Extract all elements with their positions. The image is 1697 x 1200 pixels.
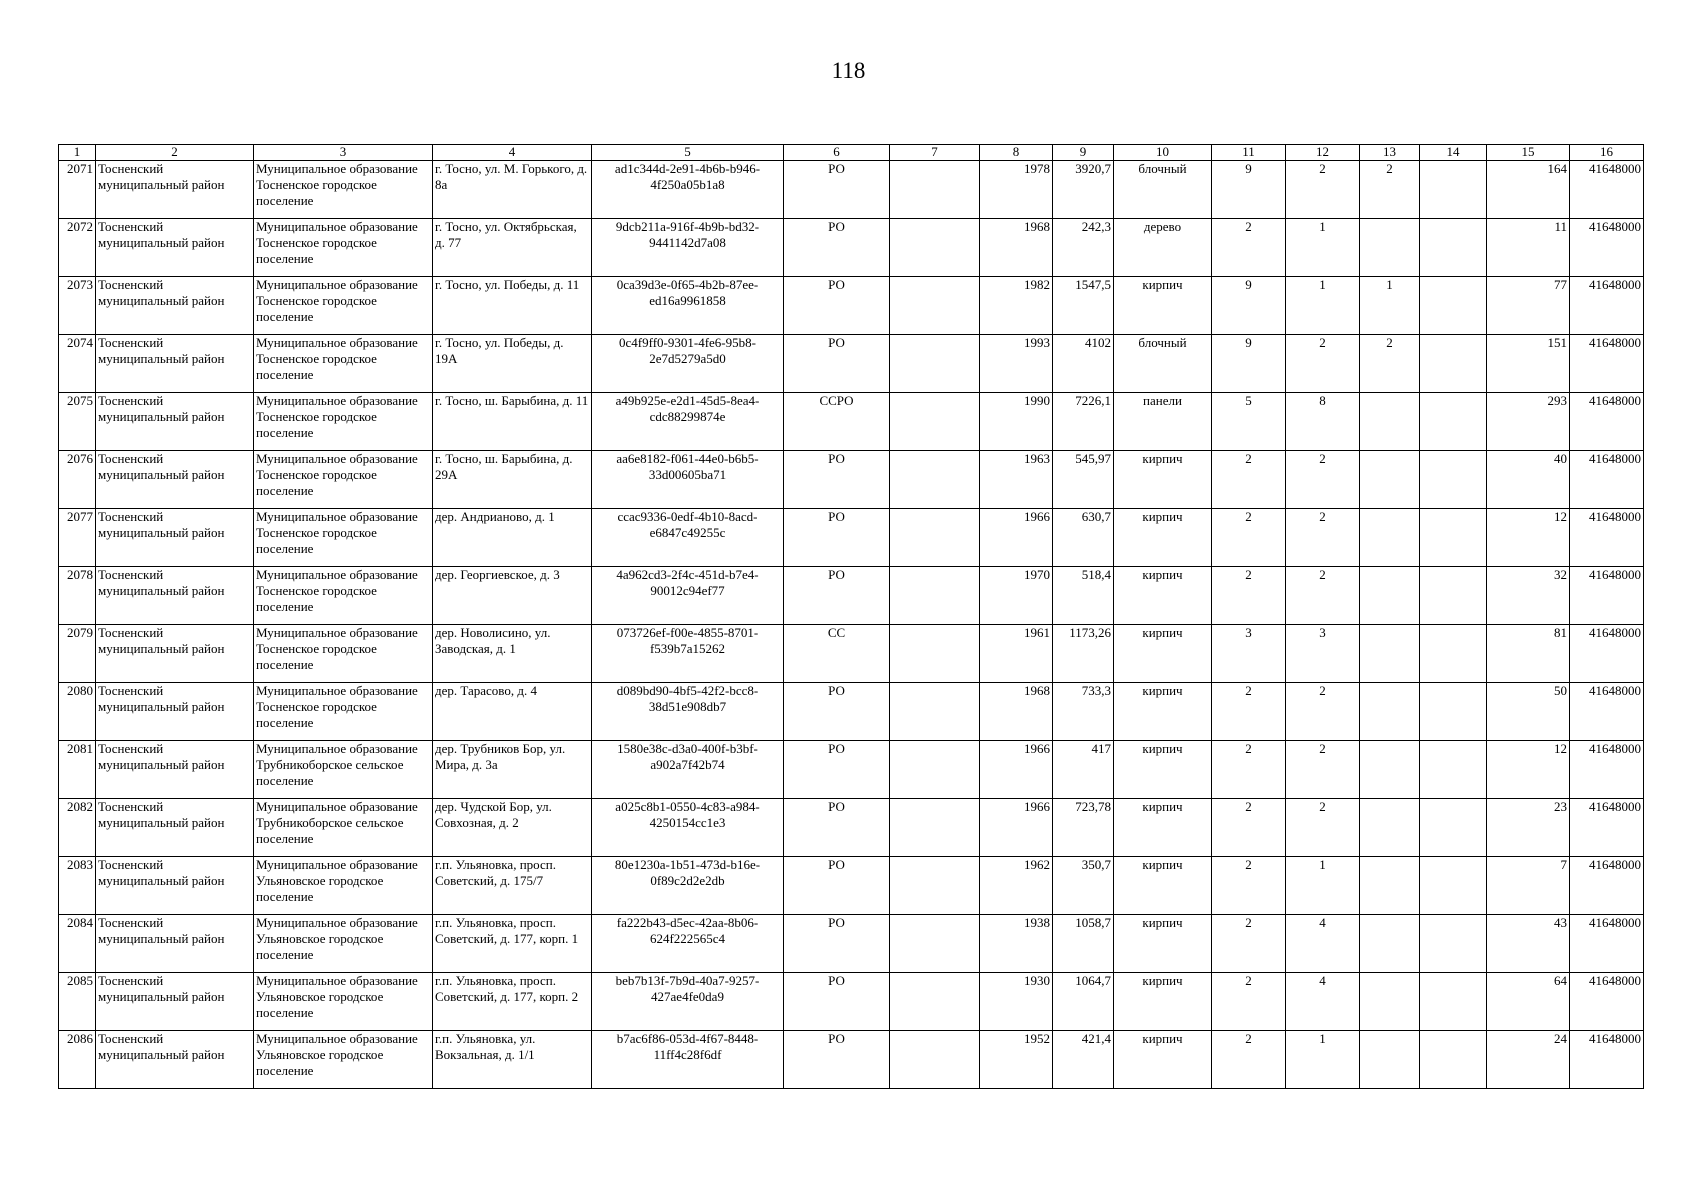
table-body xyxy=(59,161,1644,1089)
cell-col-10: кирпич xyxy=(1114,741,1212,799)
cell-col-3: Муниципальное образование Трубникоборское сельское поселение xyxy=(254,799,433,857)
cell-col-13 xyxy=(1360,857,1420,915)
table-row xyxy=(59,741,1644,799)
cell-col-8: 1982 xyxy=(980,277,1053,335)
cell-col-7 xyxy=(890,625,980,683)
cell-col-10: кирпич xyxy=(1114,799,1212,857)
cell-col-16: 41648000 xyxy=(1570,857,1644,915)
cell-col-14 xyxy=(1420,741,1487,799)
cell-col-11: 2 xyxy=(1212,857,1286,915)
cell-col-12: 2 xyxy=(1286,683,1360,741)
cell-col-4: дер. Георгиевское, д. 3 xyxy=(433,567,592,625)
cell-col-4: г.п. Ульяновка, просп. Советский, д. 177, корп. 1 xyxy=(433,915,592,973)
cell-col-2: Тосненский муниципальный район xyxy=(96,335,254,393)
cell-col-8: 1966 xyxy=(980,509,1053,567)
cell-col-9: 733,3 xyxy=(1053,683,1114,741)
cell-col-9: 518,4 xyxy=(1053,567,1114,625)
cell-col-6: РО xyxy=(784,219,890,277)
cell-col-15: 50 xyxy=(1487,683,1570,741)
cell-col-2: Тосненский муниципальный район xyxy=(96,915,254,973)
cell-col-10: блочный xyxy=(1114,335,1212,393)
cell-col-5: ad1c344d-2e91-4b6b-b946-4f250a05b1a8 xyxy=(592,161,784,219)
cell-col-3: Муниципальное образование Тосненское городское поселение xyxy=(254,683,433,741)
cell-col-6: РО xyxy=(784,973,890,1031)
cell-col-13 xyxy=(1360,567,1420,625)
cell-col-12: 1 xyxy=(1286,277,1360,335)
cell-col-11: 5 xyxy=(1212,393,1286,451)
cell-col-7 xyxy=(890,161,980,219)
cell-col-14 xyxy=(1420,915,1487,973)
cell-col-13 xyxy=(1360,915,1420,973)
cell-col-11: 3 xyxy=(1212,625,1286,683)
cell-col-9: 1173,26 xyxy=(1053,625,1114,683)
cell-col-4: г.п. Ульяновка, ул. Вокзальная, д. 1/1 xyxy=(433,1031,592,1089)
cell-col-2: Тосненский муниципальный район xyxy=(96,857,254,915)
column-header-9: 9 xyxy=(1053,145,1114,161)
cell-col-10: кирпич xyxy=(1114,683,1212,741)
column-header-14: 14 xyxy=(1420,145,1487,161)
cell-col-1: 2076 xyxy=(59,451,96,509)
column-header-12: 12 xyxy=(1286,145,1360,161)
cell-col-13: 1 xyxy=(1360,277,1420,335)
column-number-row xyxy=(59,145,1644,161)
table-row xyxy=(59,161,1644,219)
column-header-5: 5 xyxy=(592,145,784,161)
cell-col-4: г.п. Ульяновка, просп. Советский, д. 177, корп. 2 xyxy=(433,973,592,1031)
cell-col-6: СС xyxy=(784,625,890,683)
cell-col-12: 2 xyxy=(1286,335,1360,393)
cell-col-9: 3920,7 xyxy=(1053,161,1114,219)
cell-col-16: 41648000 xyxy=(1570,973,1644,1031)
cell-col-1: 2079 xyxy=(59,625,96,683)
cell-col-14 xyxy=(1420,219,1487,277)
table-row xyxy=(59,683,1644,741)
table-row xyxy=(59,625,1644,683)
cell-col-3: Муниципальное образование Тосненское городское поселение xyxy=(254,625,433,683)
cell-col-10: кирпич xyxy=(1114,915,1212,973)
cell-col-7 xyxy=(890,567,980,625)
cell-col-4: г. Тосно, ш. Барыбина, д. 11 xyxy=(433,393,592,451)
column-header-10: 10 xyxy=(1114,145,1212,161)
table-row xyxy=(59,393,1644,451)
cell-col-4: г. Тосно, ул. Октябрьская, д. 77 xyxy=(433,219,592,277)
cell-col-12: 3 xyxy=(1286,625,1360,683)
cell-col-11: 2 xyxy=(1212,799,1286,857)
table-row xyxy=(59,973,1644,1031)
cell-col-7 xyxy=(890,219,980,277)
cell-col-9: 1058,7 xyxy=(1053,915,1114,973)
cell-col-5: fa222b43-d5ec-42aa-8b06-624f222565c4 xyxy=(592,915,784,973)
cell-col-13 xyxy=(1360,973,1420,1031)
cell-col-12: 1 xyxy=(1286,857,1360,915)
cell-col-15: 81 xyxy=(1487,625,1570,683)
cell-col-11: 2 xyxy=(1212,219,1286,277)
cell-col-11: 2 xyxy=(1212,451,1286,509)
cell-col-2: Тосненский муниципальный район xyxy=(96,625,254,683)
cell-col-2: Тосненский муниципальный район xyxy=(96,393,254,451)
cell-col-15: 293 xyxy=(1487,393,1570,451)
cell-col-6: РО xyxy=(784,1031,890,1089)
cell-col-10: кирпич xyxy=(1114,973,1212,1031)
cell-col-14 xyxy=(1420,393,1487,451)
cell-col-6: РО xyxy=(784,451,890,509)
cell-col-15: 12 xyxy=(1487,509,1570,567)
cell-col-8: 1963 xyxy=(980,451,1053,509)
cell-col-11: 9 xyxy=(1212,277,1286,335)
cell-col-3: Муниципальное образование Ульяновское городское поселение xyxy=(254,915,433,973)
cell-col-15: 40 xyxy=(1487,451,1570,509)
cell-col-16: 41648000 xyxy=(1570,335,1644,393)
cell-col-16: 41648000 xyxy=(1570,509,1644,567)
cell-col-2: Тосненский муниципальный район xyxy=(96,219,254,277)
cell-col-13 xyxy=(1360,1031,1420,1089)
cell-col-7 xyxy=(890,1031,980,1089)
cell-col-2: Тосненский муниципальный район xyxy=(96,799,254,857)
cell-col-13 xyxy=(1360,451,1420,509)
cell-col-5: 0c4f9ff0-9301-4fe6-95b8-2e7d5279a5d0 xyxy=(592,335,784,393)
cell-col-16: 41648000 xyxy=(1570,393,1644,451)
cell-col-9: 630,7 xyxy=(1053,509,1114,567)
cell-col-5: ccac9336-0edf-4b10-8acd-e6847c49255c xyxy=(592,509,784,567)
cell-col-12: 4 xyxy=(1286,973,1360,1031)
cell-col-1: 2085 xyxy=(59,973,96,1031)
cell-col-12: 1 xyxy=(1286,219,1360,277)
cell-col-12: 2 xyxy=(1286,509,1360,567)
cell-col-15: 151 xyxy=(1487,335,1570,393)
column-header-1: 1 xyxy=(59,145,96,161)
cell-col-8: 1970 xyxy=(980,567,1053,625)
cell-col-4: г.п. Ульяновка, просп. Советский, д. 175/7 xyxy=(433,857,592,915)
cell-col-4: г. Тосно, ш. Барыбина, д. 29А xyxy=(433,451,592,509)
column-header-3: 3 xyxy=(254,145,433,161)
column-header-7: 7 xyxy=(890,145,980,161)
cell-col-8: 1938 xyxy=(980,915,1053,973)
cell-col-15: 32 xyxy=(1487,567,1570,625)
cell-col-8: 1961 xyxy=(980,625,1053,683)
cell-col-3: Муниципальное образование Тосненское городское поселение xyxy=(254,335,433,393)
table-row xyxy=(59,799,1644,857)
cell-col-14 xyxy=(1420,161,1487,219)
cell-col-11: 2 xyxy=(1212,741,1286,799)
housing-registry-table xyxy=(58,144,1644,1089)
cell-col-3: Муниципальное образование Ульяновское городское поселение xyxy=(254,857,433,915)
cell-col-9: 7226,1 xyxy=(1053,393,1114,451)
cell-col-5: beb7b13f-7b9d-40a7-9257-427ae4fe0da9 xyxy=(592,973,784,1031)
table-row xyxy=(59,567,1644,625)
cell-col-10: кирпич xyxy=(1114,509,1212,567)
cell-col-12: 2 xyxy=(1286,451,1360,509)
column-header-2: 2 xyxy=(96,145,254,161)
cell-col-13: 2 xyxy=(1360,335,1420,393)
page-number: 118 xyxy=(831,58,866,83)
cell-col-3: Муниципальное образование Тосненское городское поселение xyxy=(254,277,433,335)
cell-col-11: 2 xyxy=(1212,683,1286,741)
cell-col-13 xyxy=(1360,393,1420,451)
cell-col-16: 41648000 xyxy=(1570,799,1644,857)
column-header-4: 4 xyxy=(433,145,592,161)
cell-col-11: 9 xyxy=(1212,335,1286,393)
cell-col-13 xyxy=(1360,741,1420,799)
cell-col-1: 2080 xyxy=(59,683,96,741)
cell-col-10: кирпич xyxy=(1114,625,1212,683)
cell-col-2: Тосненский муниципальный район xyxy=(96,451,254,509)
cell-col-16: 41648000 xyxy=(1570,683,1644,741)
cell-col-11: 2 xyxy=(1212,509,1286,567)
cell-col-5: aa6e8182-f061-44e0-b6b5-33d00605ba71 xyxy=(592,451,784,509)
column-header-11: 11 xyxy=(1212,145,1286,161)
cell-col-1: 2071 xyxy=(59,161,96,219)
cell-col-2: Тосненский муниципальный район xyxy=(96,683,254,741)
cell-col-5: 9dcb211a-916f-4b9b-bd32-9441142d7a08 xyxy=(592,219,784,277)
cell-col-14 xyxy=(1420,625,1487,683)
cell-col-6: РО xyxy=(784,161,890,219)
cell-col-3: Муниципальное образование Тосненское городское поселение xyxy=(254,393,433,451)
cell-col-4: дер. Андрианово, д. 1 xyxy=(433,509,592,567)
cell-col-1: 2084 xyxy=(59,915,96,973)
cell-col-16: 41648000 xyxy=(1570,915,1644,973)
cell-col-9: 723,78 xyxy=(1053,799,1114,857)
cell-col-1: 2081 xyxy=(59,741,96,799)
cell-col-3: Муниципальное образование Тосненское городское поселение xyxy=(254,567,433,625)
cell-col-2: Тосненский муниципальный район xyxy=(96,741,254,799)
cell-col-4: г. Тосно, ул. Победы, д. 11 xyxy=(433,277,592,335)
cell-col-10: блочный xyxy=(1114,161,1212,219)
cell-col-1: 2077 xyxy=(59,509,96,567)
cell-col-11: 2 xyxy=(1212,915,1286,973)
cell-col-7 xyxy=(890,683,980,741)
cell-col-14 xyxy=(1420,567,1487,625)
cell-col-13 xyxy=(1360,625,1420,683)
cell-col-5: 1580e38c-d3a0-400f-b3bf-a902a7f42b74 xyxy=(592,741,784,799)
column-header-13: 13 xyxy=(1360,145,1420,161)
cell-col-14 xyxy=(1420,799,1487,857)
table-row xyxy=(59,509,1644,567)
cell-col-15: 64 xyxy=(1487,973,1570,1031)
cell-col-7 xyxy=(890,857,980,915)
cell-col-14 xyxy=(1420,277,1487,335)
cell-col-14 xyxy=(1420,1031,1487,1089)
cell-col-1: 2078 xyxy=(59,567,96,625)
cell-col-8: 1962 xyxy=(980,857,1053,915)
cell-col-7 xyxy=(890,973,980,1031)
cell-col-4: дер. Чудской Бор, ул. Совхозная, д. 2 xyxy=(433,799,592,857)
cell-col-12: 4 xyxy=(1286,915,1360,973)
cell-col-3: Муниципальное образование Тосненское городское поселение xyxy=(254,161,433,219)
cell-col-6: РО xyxy=(784,915,890,973)
cell-col-9: 1547,5 xyxy=(1053,277,1114,335)
cell-col-3: Муниципальное образование Ульяновское городское поселение xyxy=(254,1031,433,1089)
cell-col-6: ССРО xyxy=(784,393,890,451)
cell-col-7 xyxy=(890,741,980,799)
cell-col-15: 24 xyxy=(1487,1031,1570,1089)
cell-col-12: 2 xyxy=(1286,799,1360,857)
column-header-8: 8 xyxy=(980,145,1053,161)
cell-col-13 xyxy=(1360,683,1420,741)
cell-col-6: РО xyxy=(784,509,890,567)
table-row xyxy=(59,1031,1644,1089)
cell-col-12: 2 xyxy=(1286,161,1360,219)
column-header-6: 6 xyxy=(784,145,890,161)
cell-col-3: Муниципальное образование Ульяновское городское поселение xyxy=(254,973,433,1031)
cell-col-10: кирпич xyxy=(1114,1031,1212,1089)
cell-col-2: Тосненский муниципальный район xyxy=(96,509,254,567)
cell-col-13 xyxy=(1360,219,1420,277)
cell-col-9: 545,97 xyxy=(1053,451,1114,509)
cell-col-6: РО xyxy=(784,277,890,335)
cell-col-10: кирпич xyxy=(1114,567,1212,625)
cell-col-3: Муниципальное образование Тосненское городское поселение xyxy=(254,451,433,509)
cell-col-6: РО xyxy=(784,335,890,393)
cell-col-8: 1978 xyxy=(980,161,1053,219)
cell-col-14 xyxy=(1420,509,1487,567)
cell-col-14 xyxy=(1420,857,1487,915)
cell-col-9: 1064,7 xyxy=(1053,973,1114,1031)
cell-col-8: 1993 xyxy=(980,335,1053,393)
cell-col-4: г. Тосно, ул. М. Горького, д. 8а xyxy=(433,161,592,219)
cell-col-6: РО xyxy=(784,567,890,625)
cell-col-10: кирпич xyxy=(1114,277,1212,335)
cell-col-14 xyxy=(1420,451,1487,509)
cell-col-16: 41648000 xyxy=(1570,741,1644,799)
cell-col-3: Муниципальное образование Трубникоборское сельское поселение xyxy=(254,741,433,799)
cell-col-1: 2083 xyxy=(59,857,96,915)
cell-col-15: 12 xyxy=(1487,741,1570,799)
cell-col-1: 2075 xyxy=(59,393,96,451)
cell-col-6: РО xyxy=(784,683,890,741)
cell-col-8: 1968 xyxy=(980,219,1053,277)
cell-col-3: Муниципальное образование Тосненское городское поселение xyxy=(254,509,433,567)
cell-col-10: кирпич xyxy=(1114,451,1212,509)
table-row xyxy=(59,219,1644,277)
cell-col-7 xyxy=(890,799,980,857)
cell-col-10: кирпич xyxy=(1114,857,1212,915)
column-header-16: 16 xyxy=(1570,145,1644,161)
cell-col-13 xyxy=(1360,509,1420,567)
cell-col-8: 1966 xyxy=(980,741,1053,799)
cell-col-2: Тосненский муниципальный район xyxy=(96,277,254,335)
cell-col-7 xyxy=(890,451,980,509)
cell-col-14 xyxy=(1420,683,1487,741)
cell-col-7 xyxy=(890,335,980,393)
cell-col-9: 242,3 xyxy=(1053,219,1114,277)
cell-col-5: 073726ef-f00e-4855-8701-f539b7a15262 xyxy=(592,625,784,683)
cell-col-12: 8 xyxy=(1286,393,1360,451)
cell-col-1: 2073 xyxy=(59,277,96,335)
cell-col-12: 1 xyxy=(1286,1031,1360,1089)
cell-col-8: 1968 xyxy=(980,683,1053,741)
cell-col-6: РО xyxy=(784,857,890,915)
cell-col-8: 1966 xyxy=(980,799,1053,857)
cell-col-5: 0ca39d3e-0f65-4b2b-87ee-ed16a9961858 xyxy=(592,277,784,335)
cell-col-5: 4a962cd3-2f4c-451d-b7e4-90012c94ef77 xyxy=(592,567,784,625)
cell-col-16: 41648000 xyxy=(1570,219,1644,277)
cell-col-11: 2 xyxy=(1212,567,1286,625)
cell-col-10: дерево xyxy=(1114,219,1212,277)
cell-col-15: 11 xyxy=(1487,219,1570,277)
cell-col-9: 421,4 xyxy=(1053,1031,1114,1089)
cell-col-4: дер. Трубников Бор, ул. Мира, д. 3а xyxy=(433,741,592,799)
cell-col-16: 41648000 xyxy=(1570,1031,1644,1089)
cell-col-1: 2082 xyxy=(59,799,96,857)
cell-col-7 xyxy=(890,509,980,567)
cell-col-2: Тосненский муниципальный район xyxy=(96,1031,254,1089)
cell-col-2: Тосненский муниципальный район xyxy=(96,161,254,219)
cell-col-15: 23 xyxy=(1487,799,1570,857)
cell-col-16: 41648000 xyxy=(1570,625,1644,683)
cell-col-8: 1952 xyxy=(980,1031,1053,1089)
cell-col-8: 1930 xyxy=(980,973,1053,1031)
cell-col-6: РО xyxy=(784,799,890,857)
cell-col-15: 7 xyxy=(1487,857,1570,915)
cell-col-15: 164 xyxy=(1487,161,1570,219)
cell-col-13 xyxy=(1360,799,1420,857)
cell-col-5: a49b925e-e2d1-45d5-8ea4-cdc88299874e xyxy=(592,393,784,451)
table-row xyxy=(59,915,1644,973)
cell-col-5: d089bd90-4bf5-42f2-bcc8-38d51e908db7 xyxy=(592,683,784,741)
cell-col-5: 80e1230a-1b51-473d-b16e-0f89c2d2e2db xyxy=(592,857,784,915)
cell-col-4: дер. Новолисино, ул. Заводская, д. 1 xyxy=(433,625,592,683)
cell-col-16: 41648000 xyxy=(1570,277,1644,335)
cell-col-5: b7ac6f86-053d-4f67-8448-11ff4c28f6df xyxy=(592,1031,784,1089)
table-row xyxy=(59,857,1644,915)
table-row xyxy=(59,451,1644,509)
cell-col-7 xyxy=(890,277,980,335)
cell-col-9: 350,7 xyxy=(1053,857,1114,915)
column-header-15: 15 xyxy=(1487,145,1570,161)
cell-col-14 xyxy=(1420,973,1487,1031)
cell-col-2: Тосненский муниципальный район xyxy=(96,567,254,625)
cell-col-12: 2 xyxy=(1286,741,1360,799)
cell-col-16: 41648000 xyxy=(1570,161,1644,219)
cell-col-12: 2 xyxy=(1286,567,1360,625)
cell-col-1: 2086 xyxy=(59,1031,96,1089)
cell-col-10: панели xyxy=(1114,393,1212,451)
cell-col-4: дер. Тарасово, д. 4 xyxy=(433,683,592,741)
cell-col-3: Муниципальное образование Тосненское городское поселение xyxy=(254,219,433,277)
cell-col-14 xyxy=(1420,335,1487,393)
cell-col-11: 2 xyxy=(1212,1031,1286,1089)
cell-col-9: 4102 xyxy=(1053,335,1114,393)
cell-col-13: 2 xyxy=(1360,161,1420,219)
cell-col-7 xyxy=(890,915,980,973)
cell-col-15: 43 xyxy=(1487,915,1570,973)
cell-col-11: 9 xyxy=(1212,161,1286,219)
cell-col-4: г. Тосно, ул. Победы, д. 19А xyxy=(433,335,592,393)
cell-col-11: 2 xyxy=(1212,973,1286,1031)
table-row xyxy=(59,335,1644,393)
table-row xyxy=(59,277,1644,335)
cell-col-1: 2074 xyxy=(59,335,96,393)
cell-col-7 xyxy=(890,393,980,451)
cell-col-2: Тосненский муниципальный район xyxy=(96,973,254,1031)
cell-col-5: a025c8b1-0550-4c83-a984-4250154cc1e3 xyxy=(592,799,784,857)
cell-col-9: 417 xyxy=(1053,741,1114,799)
cell-col-6: РО xyxy=(784,741,890,799)
cell-col-8: 1990 xyxy=(980,393,1053,451)
cell-col-15: 77 xyxy=(1487,277,1570,335)
cell-col-16: 41648000 xyxy=(1570,451,1644,509)
cell-col-1: 2072 xyxy=(59,219,96,277)
cell-col-16: 41648000 xyxy=(1570,567,1644,625)
